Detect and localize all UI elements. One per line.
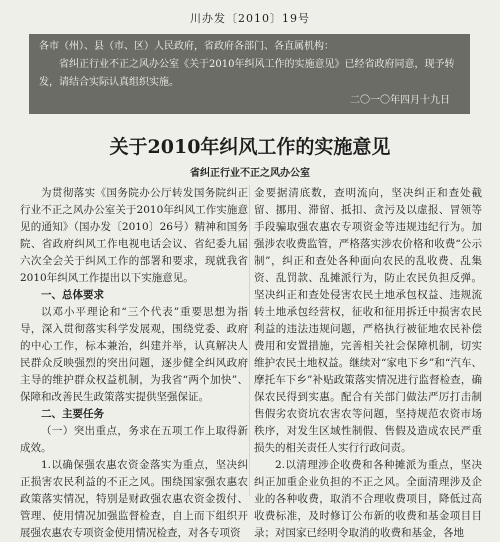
left-column	[20, 185, 248, 539]
section-heading-1: 一、总体要求	[41, 289, 104, 301]
notice-date: 二〇一〇年四月十九日	[350, 95, 450, 106]
notice-body: 省纠正行业不正之风办公室《关于2010年纠风工作的实施意见》已经省政府同意，现予转发，请结合实际认真组织实施。	[39, 59, 455, 88]
paragraph: 以邓小平理论和“三个代表”重要思想为指导，深入贯彻落实科学发展观，围绕党委、政府的中心工作，标本兼治，纠建并举，认真解决人民群众反映强烈的突出问题，逐步健全纠风政府主导的维护群众权益机制，为我省“两个加快”、保障和改善民生政策落实提供坚强保证。	[20, 306, 248, 403]
intro-paragraph: 为贯彻落实《国务院办公厅转发国务院纠正行业不正之风办公室关于2010年纠风工作实施意见的通知》（国办发〔2010〕26号）精神和国务院、省政府纠风工作电视电话会议、省纪委九届六次全会关于纠风工作的部署和要求，现就我省2010年纠风工作提出以下实施意见。	[20, 187, 248, 284]
issuer: 省纠正行业不正之风办公室	[190, 168, 310, 179]
forwarding-notice	[29, 34, 470, 114]
right-column	[254, 185, 482, 539]
paragraph: 1.以确保强农惠农资金落实为重点，坚决纠正损害农民利益的不正之风。围绕国家强农惠农政策落实情况，特别是财政强农惠农资金拨付、管理、使用情况加强监督检查，自上而下组织开展强农惠农专项资金使用情况检查，对各专项资	[20, 459, 248, 539]
doc-number: 川办发〔2010〕19号	[190, 12, 310, 25]
column-divider	[249, 185, 250, 496]
notice-recipients: 各市（州）、县（市、区）人民政府，省政府各部门、各直属机构：	[39, 41, 334, 52]
section-heading-2: 二、主要任务	[41, 408, 104, 420]
paragraph: 2.以清理涉企收费和各种摊派为重点，坚决纠正加重企业负担的不正之风。全面清理涉及企业的各种收费，取消不合理收费项目，降低过高收费标准，及时修订公布新的收费和基金项目目录；对国家已经明令取消的收费和基金，各地	[254, 459, 482, 539]
page-title: 关于2010年纠风工作的实施意见	[109, 136, 391, 158]
paragraph: 金要据清底数，查明流向，坚决纠正和查处截留、挪用、滞留、抵扣、贪污及以虚报、冒领等手段骗取强农惠农专项资金等违规违纪行为。加强涉农收费监管，严格落实涉农价格和收费“公示制”，纠正和查处各种面向农民的乱收费、乱集资、乱罚款、乱摊派行为，防止农民负担反弹。坚决纠正和查处侵害农民土地承包权益、违规流转土地承包经营权，征收和征用拆迁中损害农民利益的违法违规问题，严格执行被征地农民补偿费用和安置措施，完善相关社会保障机制，切实维护农民土地权益。继续对“家电下乡”和“汽车、摩托车下乡”补贴政策落实情况进行监督检查，确保农民得到实惠。配合有关部门做法严厉打击制售假劣农资坑农害农等问题，坚持规范农资市场秩序，对发生区域性制假、售假及造成农民严重损失的相关责任人实行行政问责。	[254, 187, 482, 454]
subsection-heading: （一）突出重点，务求在五项工作上取得新成效。	[20, 425, 248, 454]
